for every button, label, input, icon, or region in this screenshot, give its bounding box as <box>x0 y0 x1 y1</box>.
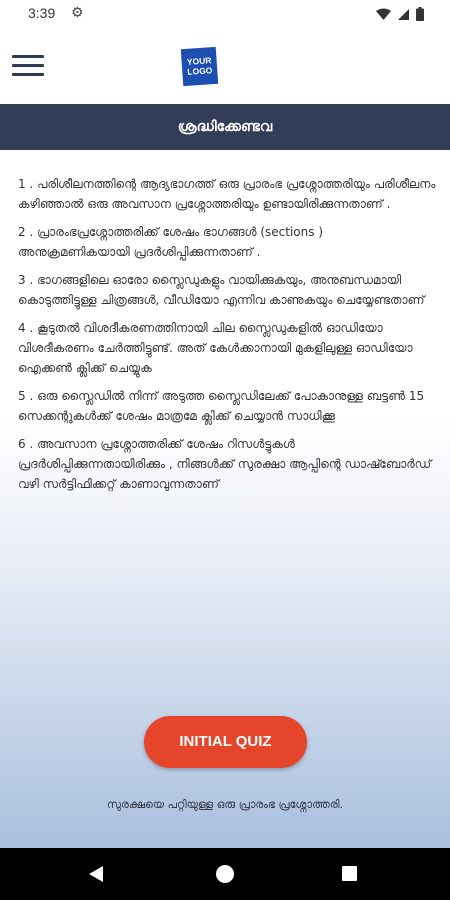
logo-line2: LOGO <box>186 65 213 77</box>
settings-gear-icon: ⚙ <box>71 5 84 21</box>
instruction-item: 1 . പരിശീലനത്തിന്റെ ആദ്യഭാഗത്ത് ഒരു പ്രാരംഭ പ്രശ്നോത്തരിയും പരിശീലനം കഴിഞ്ഞാൽ ഒരു അവസാന പ്രശ്നോത്തരിയും ഉണ്ടായിരിക്കുന്നതാണ് . <box>18 177 436 211</box>
logo-line1: YOUR <box>186 55 212 67</box>
hamburger-menu-icon[interactable] <box>12 53 46 79</box>
initial-quiz-button[interactable]: INITIAL QUIZ <box>144 716 307 768</box>
home-icon[interactable] <box>216 865 234 883</box>
content-area <box>0 150 450 848</box>
instruction-item: 2 . പ്രാരംഭപ്രശ്നോത്തരിക്ക് ശേഷം ഭാഗങ്ങൾ (sections ) അനുക്രമണികയായി പ്രദർശിപ്പിക്കുന്നതാണ് . <box>18 225 324 259</box>
battery-icon <box>416 7 424 21</box>
status-icons <box>376 7 424 21</box>
recents-icon[interactable] <box>342 866 357 881</box>
system-nav-bar <box>0 848 450 900</box>
instructions-list <box>18 174 438 502</box>
quiz-description: സുരക്ഷയെ പറ്റിയുള്ള ഒരു പ്രാരംഭ പ്രശ്നോത്തരി. <box>106 798 344 811</box>
instruction-item: 3 . ഭാഗങ്ങളിലെ ഓരോ സ്ലൈഡുകളും വായിക്കുകയും, അനുബന്ധമായി കൊടുത്തിട്ടുള്ള ചിത്രങ്ങൾ, വീഡിയോ എന്നിവ കാണുകയും ചെയ്യേണ്ടതാണ് <box>18 273 425 307</box>
status-bar <box>0 0 450 28</box>
app-logo <box>181 47 218 86</box>
app-header <box>0 28 450 104</box>
wifi-icon <box>376 8 391 21</box>
instruction-item: 5 . ഒരു സ്ലൈഡിൽ നിന്ന് അടുത്ത സ്ലൈഡിലേക്ക് പോകാനുള്ള ബട്ടൺ 15 സെക്കന്റുകൾക്ക് ശേഷം മാത്രമേ ക്ലിക്ക് ചെയ്യാൻ സാധിക്കൂ <box>18 389 425 423</box>
section-title: ശ്രദ്ധിക്കേണ്ടവ <box>177 119 273 135</box>
section-title-bar <box>0 104 450 150</box>
instruction-item: 6 . അവസാന പ്രശ്നോത്തരിക്ക് ശേഷം റിസൾട്ടുകൾ പ്രദർശിപ്പിക്കുന്നതായിരിക്കും , നിങ്ങൾക്ക് സുരക്ഷാ ആപ്പിന്റെ ഡാഷ്ബോർഡ് വഴി സർട്ടിഫിക്കറ്റ് കാണാവുന്നതാണ് <box>18 437 432 491</box>
status-time: 3:39 <box>28 5 56 21</box>
signal-icon <box>397 8 410 21</box>
back-icon[interactable] <box>88 865 104 883</box>
instruction-item: 4 . കൂടുതൽ വിശദീകരണത്തിനായി ചില സ്ലൈഡുകളിൽ ഓഡിയോ വിശദീകരണം ചേർത്തിട്ടുണ്ട്. അത് കേൾക്കാനായി മുകളിലുള്ള ഓഡിയോ ഐക്കൺ ക്ലിക്ക് ചെയ്യുക <box>18 321 413 375</box>
